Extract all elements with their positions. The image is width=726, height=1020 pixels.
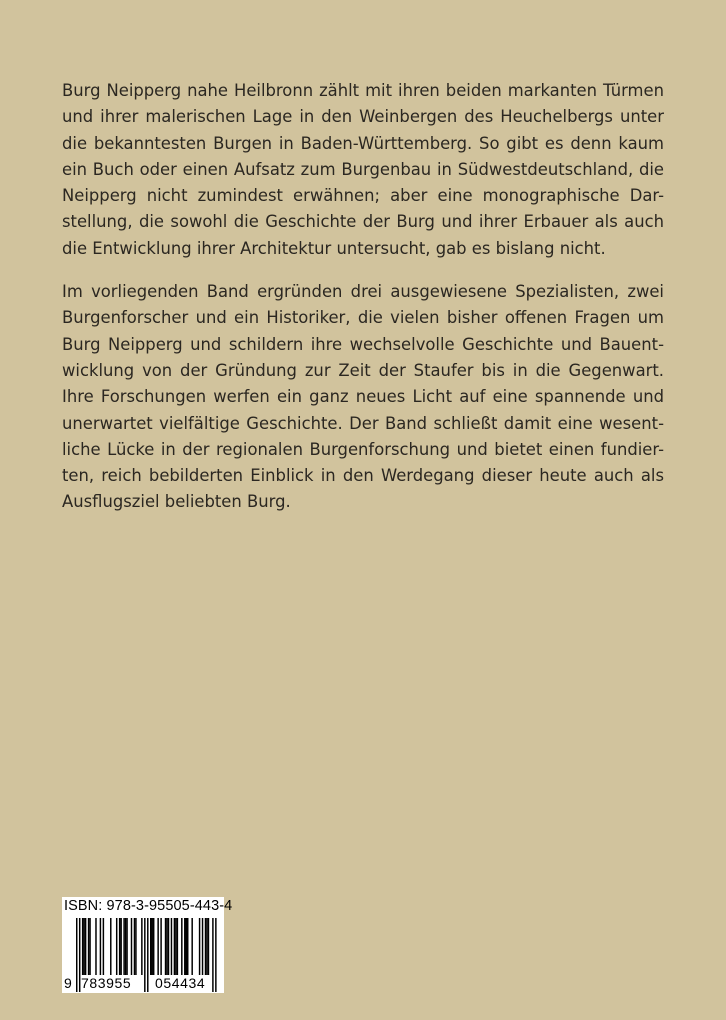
barcode-bar [205,918,206,975]
barcode-bar [191,918,192,975]
barcode-bar [120,918,121,975]
blurb-line: Ausflugsziel beliebten Burg. [62,492,291,512]
barcode-bar [82,918,83,975]
barcode-bar [126,918,127,975]
barcode-lead-digit: 9 [64,975,72,991]
barcode-bar [110,918,111,975]
blurb-line: Burg Neipperg und schildern ihre wechselvolle Geschichte und Bauent- [62,334,664,354]
barcode-bar [134,918,135,975]
blurb-line: unerwartet vielfältige Geschichte. Der Band schließt damit eine wesent- [62,413,664,433]
barcode-bar [202,918,203,975]
barcode-bar [147,918,148,992]
blurb-line: ten, reich bebilderten Einblick in den Werdegang dieser heute auch als [62,466,664,486]
barcode-bar [144,918,145,992]
blurb-line: wicklung von der Gründung zur Zeit der Staufer bis in die Gegenwart. [62,360,664,380]
barcode-bar [171,918,172,975]
isbn-label: ISBN: 978-3-95505-443-4 [64,898,233,914]
barcode-bar [119,918,120,975]
blurb-line: Ihre Forschungen werfen ein ganz neues Licht auf eine spannende und [62,387,664,407]
barcode-bar [103,918,104,975]
barcode-bar [135,918,136,975]
barcode-bar [116,918,117,975]
barcode-left-digits: 783955 [81,975,132,991]
barcode-bar [174,918,175,975]
barcode-bar [166,918,167,975]
blurb-line: die Entwicklung ihrer Architektur untersucht, gab es bislang nicht. [62,238,606,258]
barcode-bar [199,918,200,975]
barcode-bar [187,918,188,975]
barcode-bar [150,918,151,975]
barcode-bar [153,918,154,975]
back-cover-blurb [62,78,664,533]
barcode-bar [76,918,77,992]
blurb-line: liche Lücke in der regionalen Burgenforschung und bietet einen fundier- [62,439,664,459]
barcode-bar [88,918,89,975]
blurb-paragraph-2 [62,279,664,516]
barcode-bar [95,918,96,975]
barcode-bar [151,918,152,975]
barcode-bar [181,918,182,975]
barcode-bar [165,918,166,975]
barcode-bar [89,918,90,975]
barcode-bar [177,918,178,975]
barcode-bar [208,918,209,975]
barcode-bar [123,918,124,975]
barcode-bar [215,918,216,992]
blurb-paragraph-1 [62,78,664,262]
barcode-bar [125,918,126,975]
barcode-bar [168,918,169,975]
barcode-bar [206,918,207,975]
blurb-line: die bekanntesten Burgen in Baden-Württemberg. So gibt es denn kaum [62,133,664,153]
barcode-bar [157,918,158,975]
blurb-line: stellung, die sowohl die Geschichte der Burg und ihrer Erbauer als auch [62,212,664,232]
blurb-line: Im vorliegenden Band ergründen drei ausgewiesene Spezialisten, zwei [62,282,664,302]
barcode-bar [212,918,213,992]
blurb-line: Burg Neipperg nahe Heilbronn zählt mit ihren beiden markanten Türmen [62,81,664,100]
isbn-barcode [62,897,233,993]
barcode-right-digits: 054434 [155,975,206,991]
blurb-line: und ihrer malerischen Lage in den Weinbergen des Heuchelbergs unter [62,107,664,127]
blurb-line: Burgenforscher und ein Historiker, die vielen bisher offenen Fragen um [62,308,664,328]
barcode-bar [85,918,86,975]
barcode-bar [83,918,84,975]
barcode-bar [175,918,176,975]
barcode-bar [186,918,187,975]
barcode-bar [184,918,185,975]
blurb-line: ein Buch oder einen Aufsatz zum Burgenbau in Südwestdeutschland, die [62,159,664,179]
barcode-bar [160,918,161,975]
barcode-bar [141,918,142,975]
barcode-bar [100,918,101,975]
barcode-bar [131,918,132,975]
blurb-line: Neipperg nicht zumindest erwähnen; aber eine monographische Dar- [62,186,664,206]
